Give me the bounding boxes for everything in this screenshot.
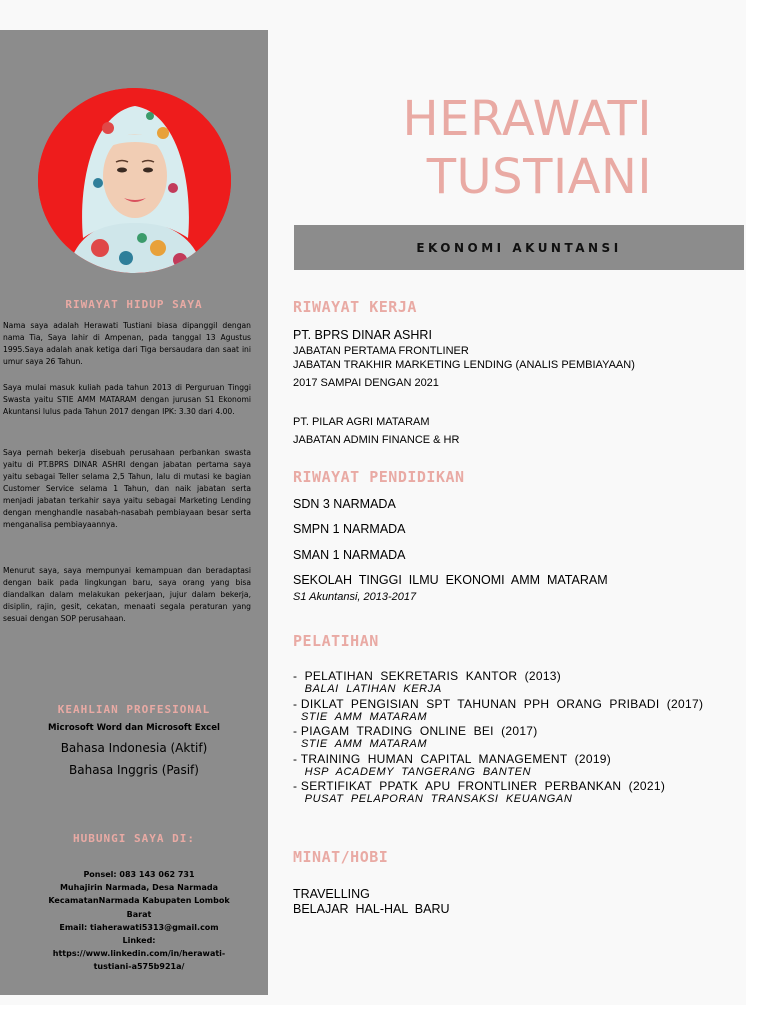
- training-institution: PUSAT PELAPORAN TRANSAKSI KEUANGAN: [301, 793, 573, 805]
- training-institution: STIE AMM MATARAM: [301, 738, 428, 750]
- training-list: [293, 669, 704, 807]
- training-item: - PELATIHAN SEKRETARIS KANTOR (2013): [293, 669, 562, 683]
- contact-email[interactable]: Email: tiaherawati5313@gmail.com: [59, 922, 219, 932]
- job-detail: JABATAN PERTAMA FRONTLINER: [293, 345, 469, 357]
- contact-phone: Ponsel: 083 143 062 731: [83, 870, 195, 879]
- skill-item: Microsoft Word dan Microsoft Excel: [48, 723, 220, 733]
- job-detail: 2017 SAMPAI DENGAN 2021: [293, 377, 439, 389]
- role-bar: [294, 225, 744, 270]
- hobbies-title: MINAT/HOBI: [293, 848, 389, 866]
- bio-paragraph: Saya mulai masuk kuliah pada tahun 2013 di Perguruan Tinggi Swasta yaitu STIE AMM MATARAM dengan jurusan S1 Ekonomi Akuntansi lulus pada Tahun 2017 dengan IPK: 3.30 dari 4.00.: [3, 383, 251, 416]
- training-institution: STIE AMM MATARAM: [301, 710, 428, 723]
- work-title: RIWAYAT KERJA: [293, 298, 417, 316]
- contact-linkedin-link[interactable]: tustiani-a575b921a/: [93, 962, 185, 972]
- school-item: SDN 3 NARMADA: [293, 497, 396, 511]
- contact-address: Barat: [126, 909, 152, 919]
- training-institution: HSP ACADEMY TANGERANG BANTEN: [301, 765, 532, 778]
- training-institution: BALAI LATIHAN KERJA: [301, 683, 442, 695]
- training-item: - TRAINING HUMAN CAPITAL MANAGEMENT (2019): [293, 751, 612, 766]
- school-item: SMPN 1 NARMADA: [293, 522, 406, 536]
- training-item: - SERTIFIKAT PPATK APU FRONTLINER PERBANKAN (2021): [293, 779, 666, 793]
- job-detail: JABATAN TRAKHIR MARKETING LENDING (ANALIS PEMBIAYAAN): [293, 359, 635, 371]
- bio-paragraph: Saya pernah bekerja disebuah perusahaan perbankan swasta yaitu di PT.BPRS DINAR ASHRI dengan jabatan pertama saya yaitu sebagai Teller selama 2,5 Tahun, lalu di mutasi ke bagian Customer Service selama 1 Tahun, dan naik jabatan serta menjadi jabatan terkahir saya yaitu sebagai Marketing Lending dengan menghandle nasabah-nasabah pembiayaan besar serta menganalisa pembiayaannya.: [3, 448, 251, 529]
- skills-title: KEAHLIAN PROFESIONAL: [57, 703, 211, 716]
- contact-block: [28, 868, 250, 974]
- profile-photo: [38, 88, 231, 273]
- training-item: - PIAGAM TRADING ONLINE BEI (2017): [293, 724, 538, 738]
- hobby-item: BELAJAR HAL-HAL BARU: [293, 902, 450, 916]
- school-item: SMAN 1 NARMADA: [293, 548, 406, 562]
- hobby-item: TRAVELLING: [293, 887, 370, 901]
- bio-paragraph: Nama saya adalah Herawati Tustiani biasa dipanggil dengan nama Tia, Saya lahir di Ampenan, pada tanggal 13 Agustus 1995.Saya adalah anak ketiga dari Tiga bersaudara dan saat ini umur saya 26 Tahun.: [3, 321, 251, 366]
- training-item: - DIKLAT PENGISIAN SPT TAHUNAN PPH ORANG PRIBADI (2017): [293, 696, 704, 711]
- school-item: SEKOLAH TINGGI ILMU EKONOMI AMM MATARAM: [293, 573, 608, 587]
- training-title: PELATIHAN: [293, 632, 379, 650]
- first-name: HERAWATI: [402, 91, 652, 147]
- job-company: PT. BPRS DINAR ASHRI: [293, 328, 432, 342]
- contact-address: KecamatanNarmada Kabupaten Lombok: [48, 896, 230, 906]
- degree-info: S1 Akuntansi, 2013-2017: [293, 591, 417, 603]
- last-name: TUSTIANI: [426, 149, 652, 205]
- education-title: RIWAYAT PENDIDIKAN: [293, 468, 465, 486]
- bio-title: RIWAYAT HIDUP SAYA: [65, 298, 203, 311]
- job-detail: JABATAN ADMIN FINANCE & HR: [293, 434, 460, 446]
- contact-title: HUBUNGI SAYA DI:: [73, 832, 195, 845]
- skill-item: Bahasa Indonesia (Aktif): [60, 741, 208, 755]
- bio-paragraph: Menurut saya, saya mempunyai kemampuan dan beradaptasi dengan baik pada lingkungan baru, saya orang yang bisa diandalkan dalam melakukan pekerjaan, jujur dalam bekerja, disiplin, rajin, gesit, cekatan, menaati segala peraturan yang sesuai dengan SOP perusahaan.: [3, 566, 251, 623]
- job-company: PT. PILAR AGRI MATARAM: [293, 416, 430, 428]
- role-title: EKONOMI AKUNTANSI: [416, 240, 622, 255]
- contact-linkedin-link[interactable]: https://www.linkedin.com/in/herawati-: [52, 949, 226, 959]
- contact-address: Muhajirin Narmada, Desa Narmada: [59, 883, 219, 893]
- contact-linkedin-label: Linked:: [122, 936, 156, 946]
- skill-item: Bahasa Inggris (Pasif): [69, 763, 199, 777]
